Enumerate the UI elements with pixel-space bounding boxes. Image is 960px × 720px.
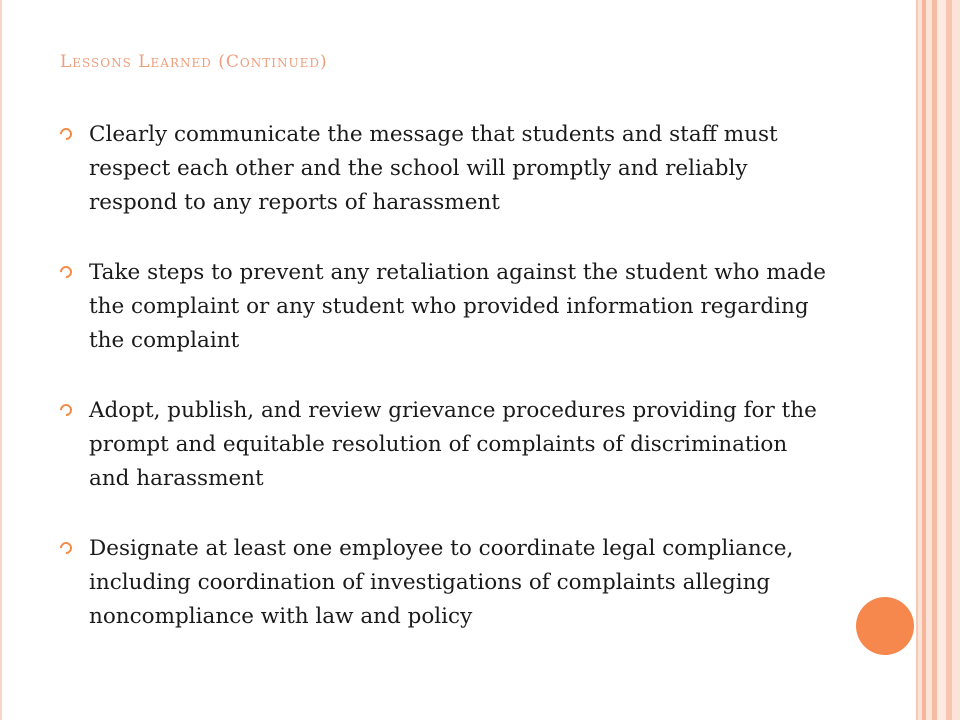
bullet-text: Designate at least one employee to coordinate legal compliance, including coordination of investigations of complaints alleging noncompliance with law and policy xyxy=(89,536,794,629)
bullet-item xyxy=(60,532,830,634)
bullet-list xyxy=(60,118,830,670)
bullet-icon xyxy=(58,126,75,143)
bullet-text: Take steps to prevent any retaliation against the student who made the complaint or any student who provided information regarding the complaint xyxy=(89,260,827,353)
bullet-text: Clearly communicate the message that students and staff must respect each other and the school will promptly and reliably respond to any reports of harassment xyxy=(89,122,778,215)
left-border-line xyxy=(0,0,2,720)
bullet-icon xyxy=(58,540,75,557)
bullet-icon xyxy=(58,402,75,419)
stripe xyxy=(952,0,960,720)
bullet-item xyxy=(60,256,830,358)
bullet-item xyxy=(60,118,830,220)
slide-title: Lessons Learned (Continued) xyxy=(60,52,328,72)
bullet-item xyxy=(60,394,830,496)
decorative-stripes xyxy=(916,0,960,720)
bullet-text: Adopt, publish, and review grievance procedures providing for the prompt and equitable resolution of complaints of discrimination and harassment xyxy=(89,398,817,491)
accent-circle-icon xyxy=(856,597,914,655)
bullet-icon xyxy=(58,264,75,281)
stripe xyxy=(937,0,946,720)
